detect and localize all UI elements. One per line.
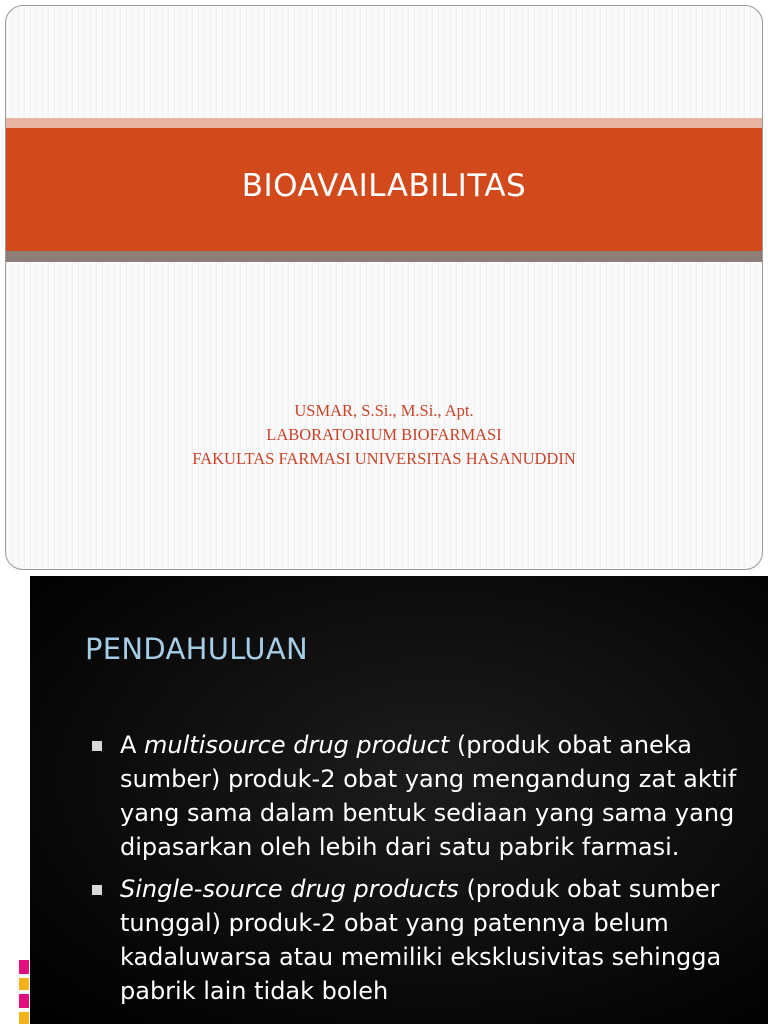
square-bullet-icon <box>92 741 102 751</box>
bullet-item <box>90 728 740 864</box>
bullet-emphasis-text: Single-source drug products <box>120 875 459 903</box>
bullet-body-text: (produk obat sumber tunggal) produk-2 obat yang patennya belum kadaluwarsa atau memiliki eksklusivitas sehingga pabrik lain tidak boleh <box>120 875 722 1005</box>
bullet-item <box>90 872 740 1008</box>
title-slide <box>5 5 763 570</box>
title-band-top-stripe <box>6 118 762 128</box>
slide-title: BIOAVAILABILITAS <box>241 168 527 204</box>
author-line: USMAR, S.Si., M.Si., Apt. <box>294 401 474 420</box>
faculty-line: FAKULTAS FARMASI UNIVERSITAS HASANUDDIN <box>192 449 576 468</box>
bullet-lead-text: A <box>120 731 145 759</box>
bullet-list <box>90 728 740 1016</box>
accent-strip <box>19 960 29 1024</box>
bullet-body-text: (produk obat aneka sumber) produk-2 obat yang mengandung zat aktif yang sama dalam bentuk sediaan yang sama yang dipasarkan oleh lebih dari satu pabrik farmasi. <box>120 731 737 861</box>
slide-heading: PENDAHULUAN <box>85 632 308 666</box>
title-band-bottom-stripe <box>6 251 762 262</box>
slide-edge-marks <box>18 638 30 664</box>
slide-subtitle <box>6 399 762 471</box>
content-slide <box>30 576 768 1024</box>
laboratory-line: LABORATORIUM BIOFARMASI <box>266 425 502 444</box>
bullet-emphasis-text: multisource drug product <box>144 731 450 759</box>
square-bullet-icon <box>92 885 102 895</box>
